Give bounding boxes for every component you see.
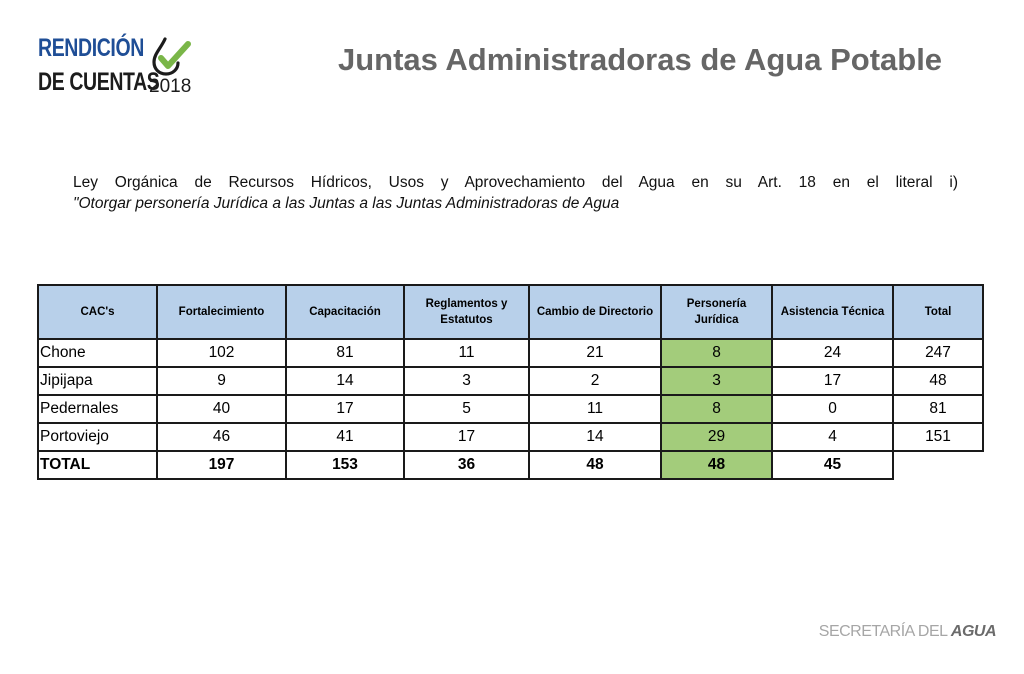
header-asistencia-tecnica: Asistencia Técnica	[772, 285, 893, 339]
cell-asistencia-tecnica: 4	[772, 423, 893, 451]
cell-capacitacion: 41	[286, 423, 404, 451]
cell-asistencia-tecnica: 0	[772, 395, 893, 423]
header-reglamentos: Reglamentos y Estatutos	[404, 285, 529, 339]
header-personeria-juridica: Personería Jurídica	[661, 285, 772, 339]
cell-reglamentos: 17	[404, 423, 529, 451]
header-cambio-directorio: Cambio de Directorio	[529, 285, 661, 339]
cell-asistencia-tecnica: 17	[772, 367, 893, 395]
cell-total: 247	[893, 339, 983, 367]
cell-cambio-directorio: 11	[529, 395, 661, 423]
cell-total: 48	[893, 367, 983, 395]
cell-total: 151	[893, 423, 983, 451]
cell-personeria-juridica: 8	[661, 339, 772, 367]
total-reglamentos: 36	[404, 451, 529, 479]
cell-cambio-directorio: 21	[529, 339, 661, 367]
row-cac-name: Portoviejo	[38, 423, 157, 451]
total-label: TOTAL	[38, 451, 157, 479]
juntas-table	[37, 284, 984, 480]
header-total: Total	[893, 285, 983, 339]
page-title: Juntas Administradoras de Agua Potable	[338, 42, 943, 77]
total-fortalecimiento: 197	[157, 451, 286, 479]
table-header-row	[38, 285, 983, 339]
table-row	[38, 339, 983, 367]
footer-text-1: SECRETARÍA DEL	[818, 623, 947, 640]
table-row	[38, 423, 983, 451]
cell-fortalecimiento: 40	[157, 395, 286, 423]
header-capacitacion: Capacitación	[286, 285, 404, 339]
footer-text-2: AGUA	[950, 623, 996, 640]
cell-fortalecimiento: 9	[157, 367, 286, 395]
table-row	[38, 367, 983, 395]
cell-capacitacion: 14	[286, 367, 404, 395]
cell-capacitacion: 81	[286, 339, 404, 367]
header-cacs: CAC's	[38, 285, 157, 339]
cell-cambio-directorio: 2	[529, 367, 661, 395]
logo-year: 2018	[149, 76, 192, 97]
law-text-line-1: Ley Orgánica de Recursos Hídricos, Usos y Aprovechamiento del Agua en su Art. 18 en el literal i)	[73, 174, 958, 191]
cell-cambio-directorio: 14	[529, 423, 661, 451]
total-empty-cell	[893, 451, 983, 479]
cell-asistencia-tecnica: 24	[772, 339, 893, 367]
table-row	[38, 395, 983, 423]
total-personeria-juridica: 48	[661, 451, 772, 479]
logo-line-2: DE CUENTAS	[38, 68, 160, 96]
row-cac-name: Jipijapa	[38, 367, 157, 395]
law-reference	[73, 172, 958, 214]
row-cac-name: Pedernales	[38, 395, 157, 423]
water-drop-check-icon	[151, 36, 193, 76]
cell-personeria-juridica: 29	[661, 423, 772, 451]
cell-reglamentos: 11	[404, 339, 529, 367]
cell-fortalecimiento: 46	[157, 423, 286, 451]
total-row	[38, 451, 983, 479]
law-text-line-2: "Otorgar personería Jurídica a las Juntas a las Juntas Administradoras de Agua	[73, 195, 620, 212]
cell-reglamentos: 3	[404, 367, 529, 395]
cell-fortalecimiento: 102	[157, 339, 286, 367]
total-capacitacion: 153	[286, 451, 404, 479]
cell-total: 81	[893, 395, 983, 423]
secretaria-del-agua-logo	[819, 623, 996, 641]
cell-personeria-juridica: 3	[661, 367, 772, 395]
row-cac-name: Chone	[38, 339, 157, 367]
rendicion-cuentas-logo	[38, 34, 198, 104]
cell-capacitacion: 17	[286, 395, 404, 423]
cell-reglamentos: 5	[404, 395, 529, 423]
total-asistencia-tecnica: 45	[772, 451, 893, 479]
total-cambio-directorio: 48	[529, 451, 661, 479]
header-fortalecimiento: Fortalecimiento	[157, 285, 286, 339]
logo-line-1: RENDICIÓN	[38, 34, 144, 62]
cell-personeria-juridica: 8	[661, 395, 772, 423]
